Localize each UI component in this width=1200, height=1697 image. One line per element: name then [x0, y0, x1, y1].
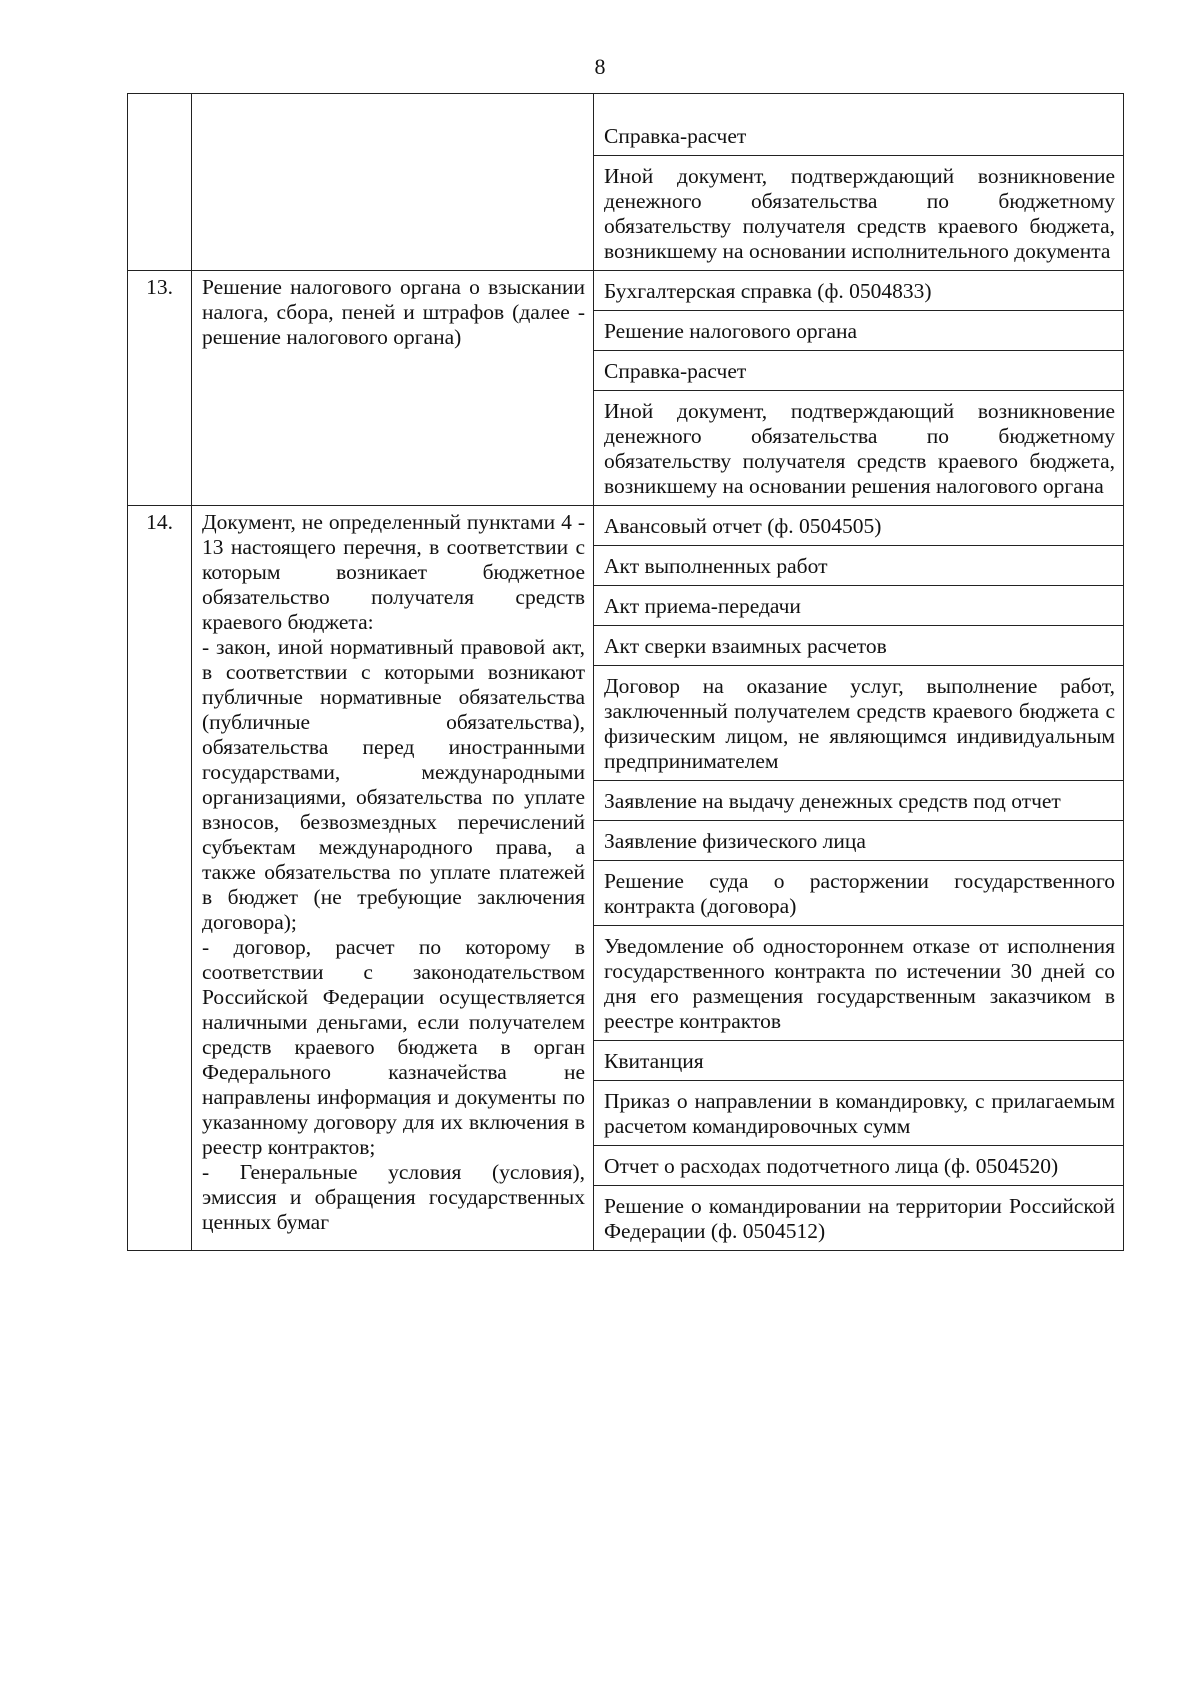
document-item: Решение суда о расторжении государственного контракта (договора)	[594, 861, 1123, 926]
basis-text: Документ, не определенный пунктами 4 - 13 настоящего перечня, в соответствии с которым возникает бюджетное обязательство получателя средств краевого бюджета:	[202, 510, 585, 634]
document-item: Авансовый отчет (ф. 0504505)	[594, 506, 1123, 546]
row-documents	[594, 506, 1124, 1251]
document-item: Справка-расчет	[594, 116, 1123, 156]
document-item: Иной документ, подтверждающий возникновение денежного обязательства по бюджетному обязательству получателя средств краевого бюджета, возникшему на основании исполнительного документа	[604, 164, 1115, 263]
document-item: Акт выполненных работ	[594, 546, 1123, 586]
document-item: Решение о командировании на территории Российской Федерации (ф. 0504512)	[604, 1194, 1115, 1243]
row-basis	[192, 271, 594, 506]
row-number	[128, 94, 192, 271]
basis-text: Решение налогового органа о взыскании налога, сбора, пеней и штрафов (далее - решение налогового органа)	[202, 275, 585, 349]
row-documents	[594, 94, 1124, 271]
document-item: Иной документ, подтверждающий возникновение денежного обязательства по бюджетному обязательству получателя средств краевого бюджета, возникшему на основании решения налогового органа	[604, 399, 1115, 498]
page-number: 8	[594, 54, 606, 79]
table-row	[128, 506, 1124, 1251]
table-row	[128, 271, 1124, 506]
table-row	[128, 94, 1124, 271]
document-item: Заявление физического лица	[594, 821, 1123, 861]
row-documents	[594, 271, 1124, 506]
document-item: Приказ о направлении в командировку, с прилагаемым расчетом командировочных сумм	[594, 1081, 1123, 1146]
row-number: 13.	[128, 271, 192, 506]
document-item: Уведомление об одностороннем отказе от исполнения государственного контракта по истечении 30 дней со дня его размещения государственным заказчиком в реестре контрактов	[594, 926, 1123, 1041]
document-item: Квитанция	[594, 1041, 1123, 1081]
document-item: Бухгалтерская справка (ф. 0504833)	[594, 271, 1123, 311]
basis-text: - Генеральные условия (условия), эмиссия и обращения государственных ценных бумаг	[202, 1160, 585, 1234]
row-number: 14.	[128, 506, 192, 1251]
document-item: Отчет о расходах подотчетного лица (ф. 0504520)	[594, 1146, 1123, 1186]
document-item: Заявление на выдачу денежных средств под отчет	[594, 781, 1123, 821]
document-item: Справка-расчет	[594, 351, 1123, 391]
documents-table	[127, 93, 1124, 1251]
document-item: Решение налогового органа	[594, 311, 1123, 351]
document-item: Акт сверки взаимных расчетов	[594, 626, 1123, 666]
document-item: Договор на оказание услуг, выполнение работ, заключенный получателем средств краевого бюджета с физическим лицом, не являющимся индивидуальным предпринимателем	[594, 666, 1123, 781]
row-basis	[192, 94, 594, 271]
basis-text: - договор, расчет по которому в соответствии с законодательством Российской Федерации осуществляется наличными деньгами, если получателем средств краевого бюджета в орган Федерального казначейства не направлены информация и документы по указанному договору для их включения в реестр контрактов;	[202, 935, 585, 1159]
basis-text: - закон, иной нормативный правовой акт, в соответствии с которыми возникают публичные нормативные обязательства (публичные обязательства), обязательства перед иностранными государствами, международными организациями, обязательства по уплате взносов, безвозмездных перечислений субъектам международного права, а также обязательства по уплате платежей в бюджет (не требующие заключения договора);	[202, 635, 585, 934]
row-basis	[192, 506, 594, 1251]
document-item: Акт приема-передачи	[594, 586, 1123, 626]
